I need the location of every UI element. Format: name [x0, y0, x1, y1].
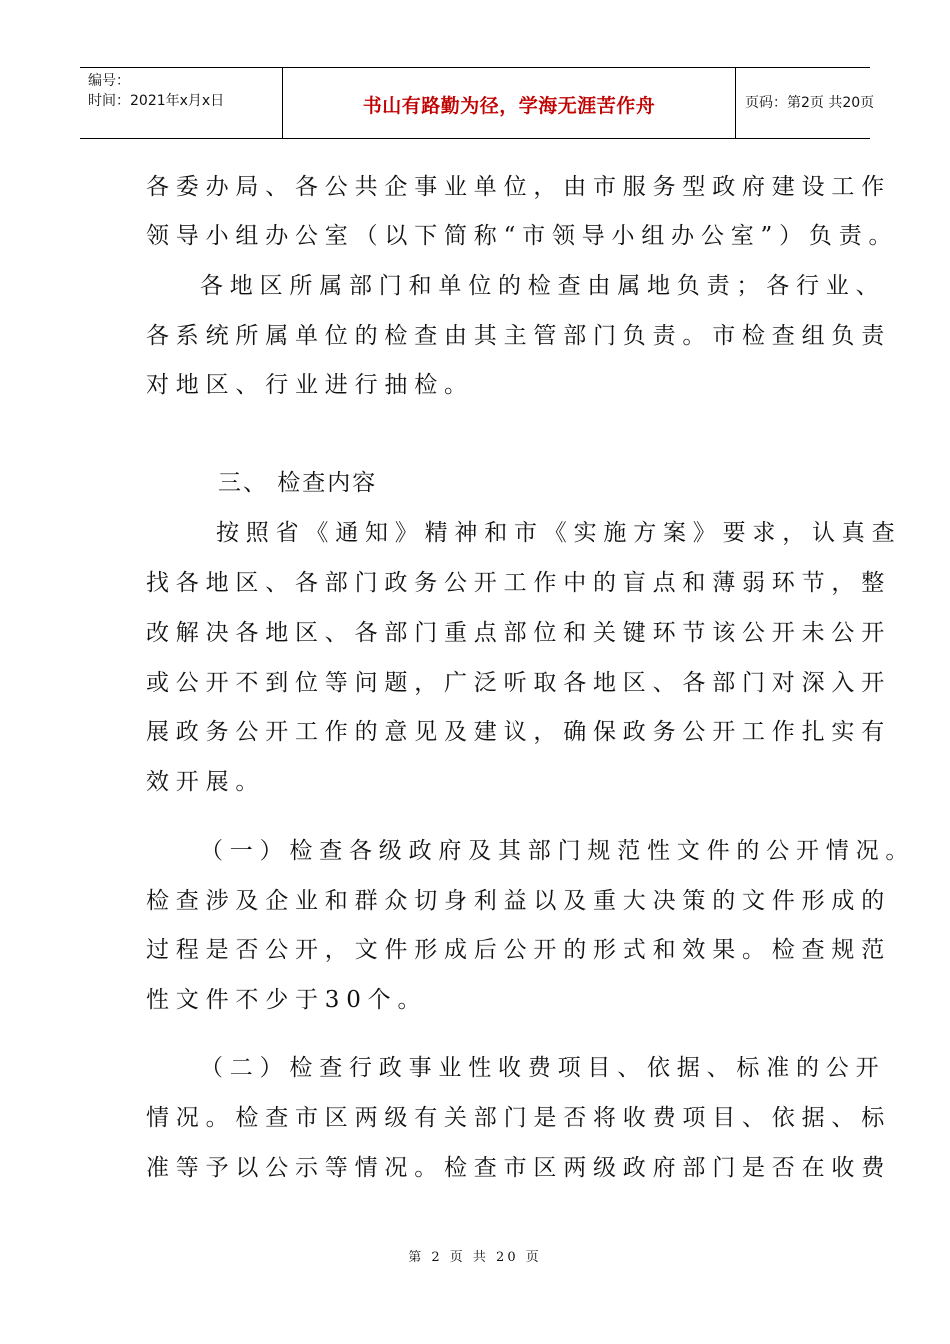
paragraph-line: 改解决各地区、各部门重点部位和关键环节该公开未公开 — [146, 620, 891, 646]
header-page-cell — [735, 68, 875, 138]
paragraph-line: （二）检查行政事业性收费项目、依据、标准的公开 — [200, 1055, 886, 1081]
paragraph-line: （一）检查各级政府及其部门规范性文件的公开情况。 — [200, 838, 916, 864]
section-heading: 三、 检查内容 — [218, 470, 378, 496]
page-footer: 第 2 页 共 20 页 — [408, 1250, 542, 1265]
paragraph-line: 领导小组办公室（以下简称“市领导小组办公室”）负责。 — [146, 223, 899, 249]
header-motto-cell — [282, 68, 736, 138]
time-label: 时间：2021年x月x日 — [88, 93, 225, 109]
paragraph-line: 各系统所属单位的检查由其主管部门负责。市检查组负责 — [146, 323, 891, 349]
number-label: 编号： — [88, 73, 130, 89]
paragraph-line: 各地区所属部门和单位的检查由属地负责；各行业、 — [200, 273, 886, 299]
paragraph-line: 对地区、行业进行抽检。 — [146, 372, 474, 398]
paragraph-line: 各委办局、各公共企事业单位，由市服务型政府建设工作 — [146, 174, 891, 200]
header-meta-cell — [80, 68, 282, 138]
paragraph-line: 或公开不到位等问题，广泛听取各地区、各部门对深入开 — [146, 670, 891, 696]
paragraph-line: 按照省《通知》精神和市《实施方案》要求，认真查 — [216, 520, 902, 546]
document-header — [80, 67, 875, 139]
paragraph-line: 性文件不少于30个。 — [146, 987, 428, 1013]
page-info: 页码：第2页 共20页 — [745, 95, 875, 111]
paragraph-line: 检查涉及企业和群众切身利益以及重大决策的文件形成的 — [146, 888, 891, 914]
paragraph-line: 展政务公开工作的意见及建议，确保政务公开工作扎实有 — [146, 719, 891, 745]
paragraph-line: 准等予以公示等情况。检查市区两级政府部门是否在收费 — [146, 1155, 891, 1181]
paragraph-line: 找各地区、各部门政务公开工作中的盲点和薄弱环节，整 — [146, 570, 891, 596]
paragraph-line: 过程是否公开，文件形成后公开的形式和效果。检查规范 — [146, 937, 891, 963]
paragraph-line: 效开展。 — [146, 769, 266, 795]
motto-text: 书山有路勤为径，学海无涯苦作舟 — [362, 95, 656, 117]
paragraph-line: 情况。检查市区两级有关部门是否将收费项目、依据、标 — [146, 1105, 891, 1131]
